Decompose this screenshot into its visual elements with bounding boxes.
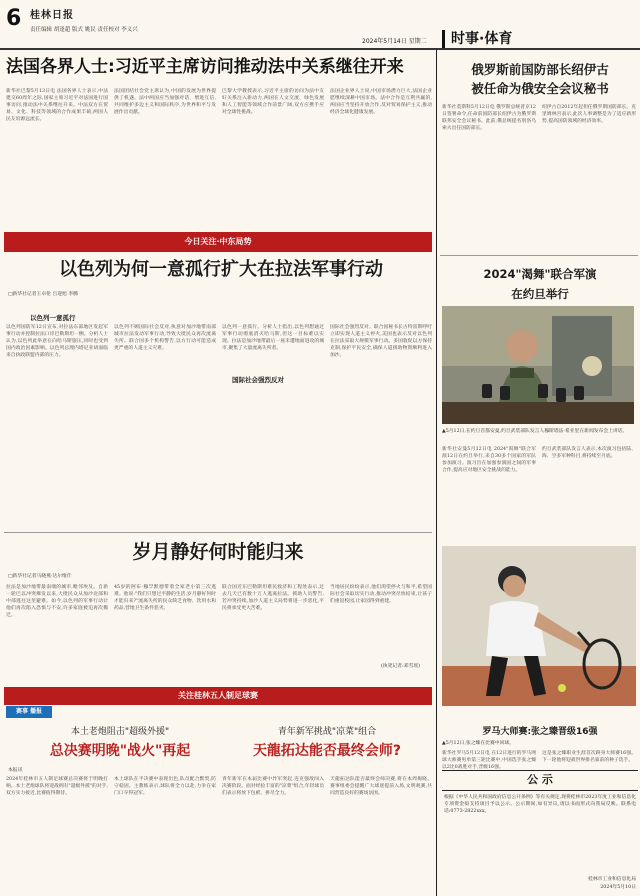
feature-col-4: 国际社会强烈反对。联合国秘书长古特雷斯呼吁立即实现人道主义停火,美国也表示反对以色列在拉法采取大规模军事行动。多国敦促以方保持克制,保护平民安全,确保人道援助物资顺利进入加沙。 (330, 325, 432, 358)
bottom-col-2: 本土球队在半决赛中表现出色,队员配合默契,防守稳固。主教练表示,球队将全力以赴,力争在家门口夺得冠军。 (114, 777, 216, 796)
bottom-right-title: 天龍拓达能否最终会师? (252, 743, 402, 759)
top-rule (0, 48, 640, 50)
feature-col-2: 以色列不顾国际社会反对,执意对加沙地带南部城市拉法发动军事行动,导致大批民众再次流离失所。联合国多个机构警告,以方行动可能造成更严重的人道主义灾难。 (114, 325, 216, 351)
story2-col-3: 联合国近东巴勒斯坦难民救济和工程处表示,过去几天已有数十万人逃离拉法。援助人员警告,若冲突持续,加沙人道主义局势将进一步恶化,平民将承受更大苦难。 (222, 585, 324, 611)
story2-col-4: 当地居民纷纷表示,他们渴望停火与和平,希望国际社会采取切实行动,推动冲突尽快结束,让孩子们重返校园,让家园得到重建。 (330, 585, 432, 604)
bottom-body (6, 776, 432, 894)
right-story-3-col-1: 新华社罗马5月12日电 在12日进行的罗马网球大师赛男单第三轮比赛中,中国选手张之臻以2比0战胜对手,晋级16强。 (442, 751, 536, 770)
section-tag: 时事·体育 (442, 30, 512, 48)
bottom-left-title: 总决赛明晚"战火"再起 (49, 743, 191, 759)
column-divider (436, 50, 437, 896)
right-headline-1-line-1: 俄罗斯前国防部长绍伊古 (471, 62, 609, 77)
right-story-2-col-2: 约旦武装部队发言人表示,本次演习包括陆、海、空多军种科目,将持续至月底。 (542, 447, 636, 459)
right-headline-2-line-2: 在约旦举行 (511, 287, 569, 301)
bottom-byline: 本报讯 (8, 768, 23, 773)
divider (440, 255, 638, 256)
feature-col-1: 以色列国防军12日宣布,对拉法东部地区发起军事行动并控制拉法口岸巴勒斯坦一侧。分析人士认为,以色列此举意在向哈马斯施压,同时也受到国内政治因素影响。以色列总理内塔尼亚胡面临来自执政联盟内部的压力。 (6, 325, 108, 358)
divider (4, 532, 432, 533)
right-story-1 (442, 104, 636, 250)
story2-signature: (执笔记者:邓雪瑶) (381, 664, 420, 669)
bottom-col-3: 青年新军在本届比赛中异军突起,连克强敌闯入决赛阶段。面对经验丰富的"凉菜"组合,年轻球员们表示将放下包袱、拼尽全力。 (222, 777, 324, 796)
feature-subhead-1: 以色列一意孤行 (30, 314, 76, 322)
masthead (0, 0, 640, 46)
feature-banner: 今日关注·中东局势 (4, 232, 432, 252)
right-headline-2 (442, 264, 638, 304)
right-story-1-col-2: 绍伊古自2012年起担任俄罗斯国防部长。克里姆林宫表示,此次人事调整是为了适应新形势,提高国防领域的经济效率。 (542, 105, 636, 124)
tennis-player-image (442, 546, 636, 706)
photo1-caption: ▲5月12日,在约旦首都安曼,约旦武装部队发言人穆斯塔法·希亚里在新闻发布会上讲话。 (442, 429, 628, 434)
bottom-left-subtitle: 本土老炮阻击"超级外援" (70, 727, 170, 737)
story2-col-2: 45岁的阿布·穆罕默德带着全家老小第三次逃难。他说:"我们只想过平静的生活,岁月静好何时才能归来?"流离失所的民众缺乏食物、饮用水和药品,营地卫生条件恶劣。 (114, 585, 216, 611)
right-story-1-col-1: 新华社莫斯科5月12日电 俄罗斯总统普京12日签署命令,任命前国防部长绍伊古为俄罗斯联邦安全会议秘书。此前,俄总统提名别洛乌索夫出任国防部长。 (442, 105, 536, 131)
right-story-2 (442, 446, 636, 540)
tennis-photo (442, 546, 636, 706)
story2-title: 岁月静好何时能归来 (132, 541, 304, 563)
bottom-right-subtitle: 青年新军挑战"凉菜"组合 (277, 727, 377, 737)
bottom-banner: 关注桂林五人制足球赛 (4, 687, 432, 705)
right-story-3 (442, 750, 636, 770)
editor-credits: 责任编辑 胡逢超 版式 姚民 责任校对 李义兴 (30, 27, 138, 33)
story2-col-1: 拉法是加沙地带最南端的城市,毗邻埃及。自新一轮巴以冲突爆发以来,大批民众从加沙北部和中部逃往这里避难。如今,以色列的军事行动让他们再次陷入恐惧与不安,许多家庭被迫再次搬迁。 (6, 585, 108, 618)
feature-byline: □新华社记者王卓伦 吕迎旭 李腾 (8, 292, 78, 297)
lead-col-2: 法国团结社会党主席认为,中国的发展为世界提供了机遇。法中两国应当加强对话、增进互信,共同维护多边主义和国际秩序,为世界和平与发展作出贡献。 (114, 89, 216, 115)
right-headline-1 (442, 60, 638, 98)
page-number: 6 (6, 6, 22, 31)
notice-org: 桂林市工业和信息化局 (588, 877, 636, 882)
feature-body (6, 324, 432, 526)
right-headline-2-line-1: 2024"渴舞"联合军演 (483, 267, 597, 281)
press-conference-image (442, 306, 634, 424)
lead-headline: 法国各界人士:习近平主席访问推动法中关系继往开来 (6, 57, 404, 77)
photo2-caption: ▲5月12日,张之臻在比赛中回球。 (442, 741, 514, 746)
paper-name: 桂林日报 (30, 10, 74, 21)
notice-title: 公 示 (442, 770, 638, 791)
lead-col-3: 巴黎大学教授表示,习近平主席的访问为法中友好关系注入新动力,两国在人文交流、绿色发展和人工智能等领域合作前景广阔,双方应携手应对全球性挑战。 (222, 89, 324, 115)
lead-col-1: 新华社巴黎5月13日电 法国各界人士表示,中法建交60周年之际,国家主席习近平对法国进行国事访问,推动法中关系继往开来。中法双方在贸易、文化、科技等领域的合作成果丰硕,两国人民友谊源远流长。 (6, 89, 108, 122)
notice-body: 根据《中华人民共和国政府信息公开条例》等有关规定,现将桂林市2023年度工业和信息化专项资金拟支持项目予以公示。公示期间,如有异议,请以书面形式向我局反映。联系电话:0773-2822xxx。 (444, 795, 636, 814)
right-headline-3: 罗马大师赛:张之臻晋级16强 (482, 727, 598, 737)
event-badge: 赛事 播报 (6, 706, 52, 718)
story2-byline: □新华社记者马晓燕·达尔维什 (8, 574, 72, 579)
lead-col-4: 法国企业界人士说,中国市场潜力巨大,法国企业愿继续深耕中国市场。法中合作是互利共赢的,两国应当坚持开放合作,反对贸易保护主义,推动经济全球化健康发展。 (330, 89, 432, 115)
notice-date: 2024年5月10日 (600, 885, 636, 890)
right-story-2-col-1: 新华社安曼5月12日电 2024"渴舞"联合军演12日在约旦举行,来自30多个国家的军队参加演习。演习旨在加强参演国之间的军事合作,提高应对地区安全挑战的能力。 (442, 447, 536, 473)
bottom-col-4: 天龍拓达队能否最终会师决赛,将在本周揭晓。赛事组委会提醒广大球迷提前入场,文明观赛,共同营造良好的赛场氛围。 (330, 777, 432, 796)
feature-col-3: 以色列一意孤行。分析人士指出,以色列想通过军事行动彻底消灭哈马斯,但这一目标难以实现。拉法是加沙地带最后一座未遭地面进攻的城市,聚集了大量流离失所者。 (222, 325, 324, 351)
lead-story-body (6, 88, 432, 224)
publication-date: 2024年5月14日 星期二 (362, 38, 427, 45)
press-conference-photo (442, 306, 634, 424)
feature-title: 以色列为何一意孤行扩大在拉法军事行动 (59, 259, 383, 280)
right-story-3-col-2: 这是张之臻职业生涯首次跻身大师赛16强。下一轮他将迎战世界排名靠前的种子选手。 (542, 751, 636, 763)
right-headline-1-line-2: 被任命为俄安全会议秘书 (471, 81, 609, 96)
bottom-col-1: 2024年桂林市五人制足球赛总决赛将于明晚打响。本土老炮球队将迎战拥有"超级外援"的对手,双方实力接近,比赛值得期待。 (6, 777, 108, 796)
feature-subhead-2: 国际社会强烈反对 (232, 376, 284, 384)
story2-body (6, 584, 432, 674)
